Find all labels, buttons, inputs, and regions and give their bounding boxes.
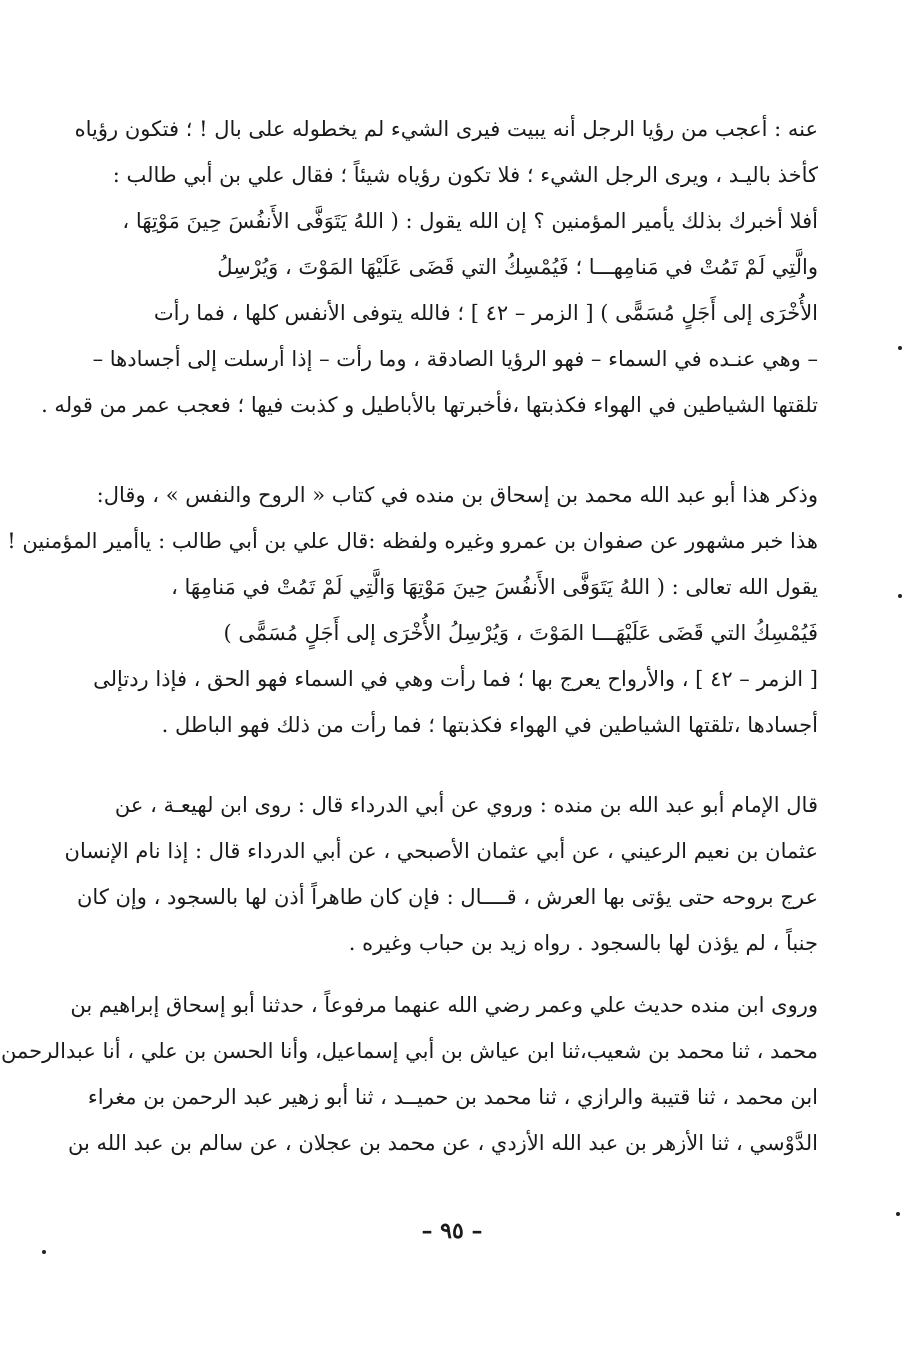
text-line: وذكر هذا أبو عبد الله محمد بن إسحاق بن منده في كتاب « الروح والنفس » ، وقال: — [96, 483, 818, 507]
text-line: قال الإمام أبو عبد الله بن منده : وروي عن أبي الدرداء قال : روى ابن لهيعـة ، عن — [114, 793, 818, 817]
text-line: فَيُمْسِكُ التي قَضَى عَلَيْهَـــا المَوْتَ ، وَيُرْسِلُ الأُخْرَى إلى أَجَلٍ مُسَمًّى ) — [223, 621, 818, 645]
text-line: عثمان بن نعيم الرعيني ، عن أبي عثمان الأصبحي ، عن أبي الدرداء قال : إذا نام الإنسان — [64, 839, 818, 863]
scan-speck — [896, 1212, 900, 1216]
text-line: محمد ، ثنا محمد بن شعيب،ثنا ابن عياش بن أبي إسماعيل، وأنا الحسن بن علي ، أنا عبدالرحمن — [1, 1039, 818, 1063]
text-line: [ الزمر – ٤٢ ] ، والأرواح يعرج بها ؛ فما رأت وهي في السماء فهو الحق ، فإذا ردتإلى — [93, 667, 818, 691]
text-line: ابن محمد ، ثنا قتيبة والرازي ، ثنا محمد بن حميــد ، ثنا أبو زهير عبد الرحمن بن مغراء — [87, 1085, 818, 1109]
text-line: كأخذ باليـد ، ويرى الرجل الشيء ؛ فلا تكون رؤياه شيئاً ؛ فقال علي بن أبي طالب : — [112, 163, 818, 187]
scan-speck — [898, 594, 902, 598]
text-line: والَّتِي لَمْ تَمُتْ في مَنامِهـــا ؛ فَيُمْسِكُ التي قَضَى عَلَيْهَا المَوْتَ ، وَيُرْسِلُ — [217, 255, 818, 279]
text-line: عنه : أعجب من رؤيا الرجل أنه يبيت فيرى الشيء لم يخطوله على بال ! ؛ فتكون رؤياه — [74, 117, 818, 141]
text-line: عرج بروحه حتى يؤتى بها العرش ، قــــال : فإن كان طاهراً أذن لها بالسجود ، وإن كان — [77, 885, 818, 909]
page-number: – ٩٥ – — [421, 1218, 483, 1244]
paragraph-4 — [1, 982, 818, 1166]
text-line: – وهي عنـده في السماء – فهو الرؤيا الصادقة ، وما رأت – إذا أرسلت إلى أجسادها – — [92, 347, 818, 371]
paragraph-3 — [64, 782, 818, 966]
text-line: وروى ابن منده حديث علي وعمر رضي الله عنهما مرفوعاً ، حدثنا أبو إسحاق إبراهيم بن — [70, 993, 818, 1017]
scan-speck — [898, 346, 902, 350]
scan-speck — [42, 1250, 46, 1254]
text-line: الأُخْرَى إلى أَجَلٍ مُسَمًّى ) [ الزمر – ٤٢ ] ؛ فالله يتوفى الأنفس كلها ، فما رأت — [153, 301, 818, 325]
text-line: هذا خبر مشهور عن صفوان بن عمرو وغيره ولفظه :قال علي بن أبي طالب : ياأمير المؤمنين ! — [7, 529, 818, 553]
text-line: أفلا أخبرك بذلك يأمير المؤمنين ؟ إن الله يقول : ( اللهُ يَتَوَفَّى الأَنفُسَ حِينَ مَوْتِهَا ، — [122, 209, 818, 233]
text-line: الدَّوْسي ، ثنا الأزهر بن عبد الله الأزدي ، عن محمد بن عجلان ، عن سالم بن عبد الله بن — [68, 1131, 818, 1155]
text-line: يقول الله تعالى : ( اللهُ يَتَوَفَّى الأَنفُسَ حِينَ مَوْتِهَا وَالَّتِي لَمْ تَمُتْ في مَنامِهَا ، — [171, 575, 818, 599]
text-line: أجسادها ،تلقتها الشياطين في الهواء فكذبتها ؛ فما رأت من ذلك فهو الباطل . — [161, 713, 818, 737]
text-line: تلقتها الشياطين في الهواء فكذبتها ،فأخبرتها بالأباطيل و كذبت فيها ؛ فعجب عمر من قوله . — [41, 393, 818, 417]
paragraph-1 — [41, 106, 818, 428]
paragraph-2 — [7, 472, 818, 748]
text-line: جنباً ، لم يؤذن لها بالسجود . رواه زيد بن حباب وغيره . — [348, 931, 818, 955]
